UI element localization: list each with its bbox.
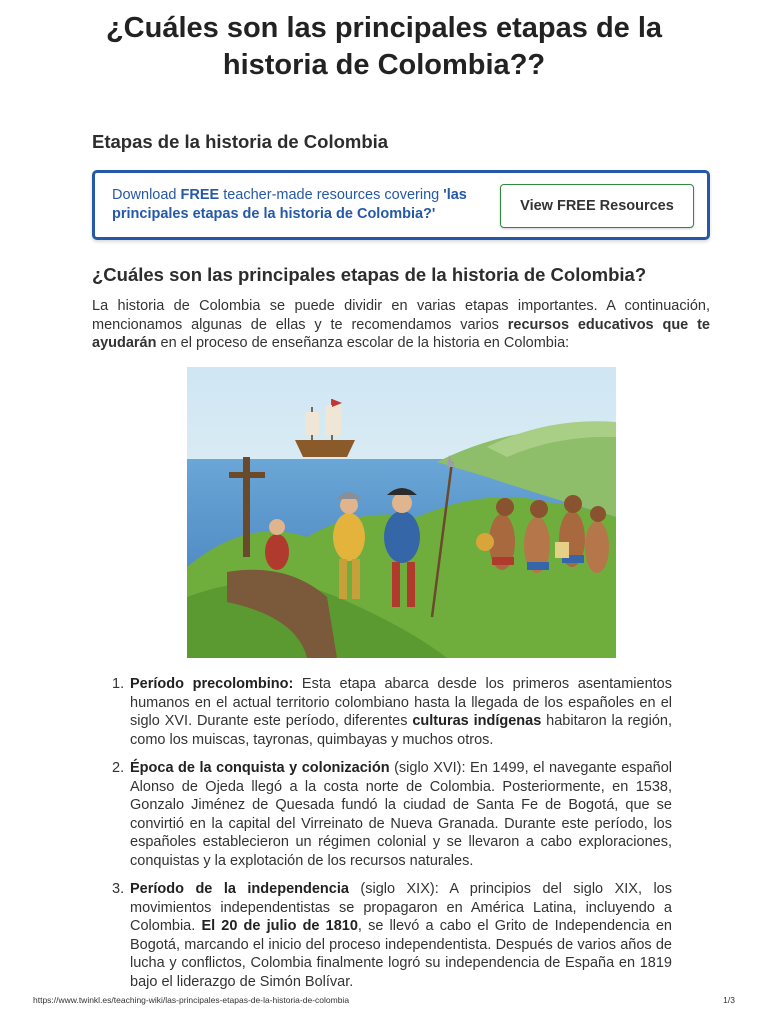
page-title: ¿Cuáles son las principales etapas de la historia de Colombia?? [105,12,663,81]
subheading: ¿Cuáles son las principales etapas de la historia de Colombia? [92,264,647,285]
banner-text-prefix: Download [112,187,181,203]
list-number: 1. [112,676,125,692]
list-number: 3. [112,881,125,897]
section-heading: Etapas de la historia de Colombia [92,131,389,152]
list-item-text: Esta etapa abarca desde los primeros asentamientos humanos en el actual territorio colombiano hasta la llegada de los españoles en el siglo XVI. Durante este período, diferentes [130,676,672,729]
list-item-bold: culturas indígenas [412,713,542,729]
view-free-resources-button[interactable]: View FREE Resources [500,184,694,228]
footer-url[interactable]: https://www.twinkl.es/teaching-wiki/las-principales-etapas-de-la-historia-de-colombia [33,995,350,1005]
list-item-text: habitaron la región, como los muiscas, tayronas, quimbayas y muchos otros. [130,713,672,748]
intro-text-1: La historia de Colombia se puede dividir en varias etapas importantes. A continuación, mencionamos algunas de ellas y te recomendamos varios [92,298,710,333]
list-item-text: , se llevó a cabo el Grito de Independencia en Bogotá, marcando el inicio del proceso independentista. Después de varios años de lucha y conflictos, Colombia finalmente logró su independencia de España en 1819 bajo el liderazgo de Simón Bolívar. [130,918,672,990]
resources-banner [92,170,710,240]
list-item [112,880,672,991]
intro-text-2: en el proceso de enseñanza escolar de la historia en Colombia: [156,335,570,351]
resources-banner-text [112,186,492,224]
list-number: 2. [112,760,125,776]
list-item-text: (siglo XIX): A principios del siglo XIX, los movimientos independentistas se propagaron en América Latina, incluyendo a Colombia. [130,881,672,934]
page-number: 1/3 [723,995,735,1005]
list-item-title: Época de la conquista y colonización [130,760,390,776]
banner-free-label: FREE [180,187,220,203]
intro-bold: recursos educativos que te ayudarán [92,316,710,351]
list-item-title: Período precolombino: [130,676,294,692]
list-item [112,759,672,870]
list-item [112,675,672,749]
banner-topic-link[interactable]: 'las principales etapas de la historia de Colombia?' [112,187,467,222]
history-stages-list [112,675,672,1001]
banner-text-mid: teacher-made resources covering [219,187,444,203]
conquest-illustration [187,367,616,658]
intro-paragraph [92,297,710,353]
list-item-title: Período de la independencia [130,881,349,897]
list-item-text: (siglo XVI): En 1499, el navegante español Alonso de Ojeda llegó a la costa norte de Colombia. Posteriormente, en 1538, Gonzalo Jiménez de Quesada fundó la ciudad de Santa Fe de Bogotá, que se convirtió en la capital del Virreinato de Nueva Granada. Durante este período, los españoles establecieron un régimen colonial y se llevaron a cabo exploraciones, conquistas y la explotación de los recursos naturales. [130,760,673,869]
list-item-bold: El 20 de julio de 1810 [201,918,358,934]
